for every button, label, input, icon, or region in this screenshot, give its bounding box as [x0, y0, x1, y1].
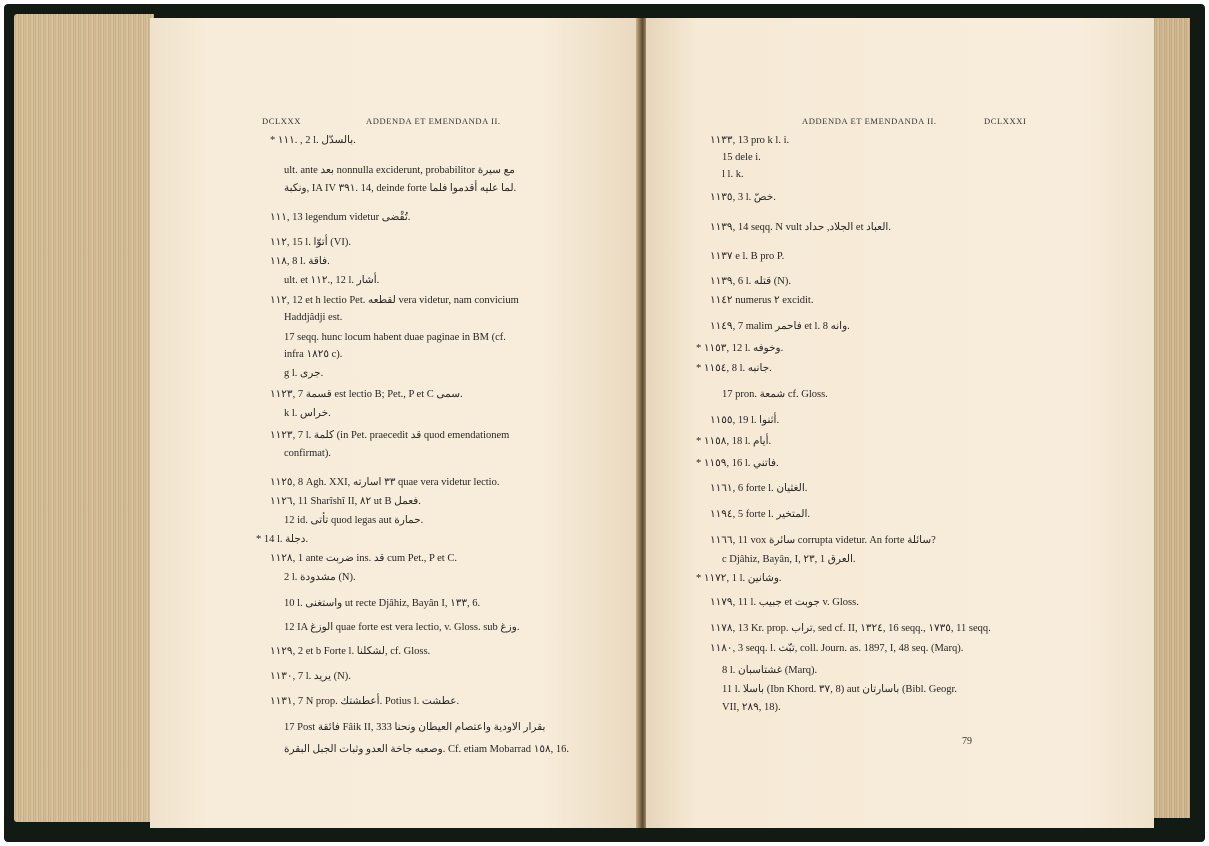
left-running-title: ADDENDA ET EMENDANDA II. [366, 116, 501, 126]
left-entry-5: ١١٢, 15 l. أتوّا (VI). [270, 237, 351, 248]
right-entry-10: * ١١٥٣, 12 l. وخوفه. [696, 343, 784, 354]
left-entry-27: ١١٣١, 7 N prop. أعطشتك. Potius l. عطشت. [270, 696, 460, 707]
right-page-edges [1150, 18, 1190, 818]
right-entry-24: 8 l. غشتاسبان (Marq). [722, 665, 818, 676]
left-entry-9: Haddjâdji est. [284, 312, 343, 323]
right-entry-14: * ١١٥٨, 18 l. أيام. [696, 436, 772, 447]
right-entry-1: ١١٣٣, 13 pro k l. i. [710, 135, 790, 146]
left-entry-14: k l. خراس. [284, 408, 331, 419]
left-entry-12: g l. جرى. [284, 368, 324, 379]
left-entry-24: 12 IA الوزغ quae forte est vera lectio, v. Gloss. sub وزغ. [284, 622, 520, 633]
right-entry-2: 15 dele i. [722, 152, 761, 163]
right-entry-18: ١١٦٦, 11 vox سائرة corrupta videtur. An forte سائلة? [710, 535, 936, 546]
left-page [150, 18, 638, 828]
right-entry-20: * ١١٧٢, 1 l. وشانين. [696, 573, 782, 584]
right-entry-22: ١١٧٨, 13 Kr. prop. تراب, sed cf. II, ١٣٢٤, 16 seqq., ١٧٣٥, 11 seqq. [710, 623, 991, 634]
right-entry-8: ١١٤٢ numerus ٢ excidit. [710, 295, 814, 306]
left-entry-20: * 14 l. دجلة. [256, 534, 309, 545]
right-entry-9: ١١٤٩, 7 malim فاحمر et l. 8 وانه. [710, 321, 850, 332]
left-entry-18: ١١٢٦, 11 Sharîshî II, ٨٢ ut B فعمل. [270, 496, 421, 507]
right-page-label: DCLXXXI [984, 116, 1027, 126]
page-number: 79 [962, 736, 972, 747]
right-entry-21: ١١٧٩, 11 l. جبيب et جوبت v. Gloss. [710, 597, 859, 608]
left-entry-13: ١١٢٣, 7 قسمة est lectio B; Pet., P et C سمى. [270, 389, 463, 400]
right-entry-15: * ١١٥٩, 16 l. فاتني. [696, 458, 779, 469]
left-entry-6: ١١٨, 8 l. فاقة. [270, 256, 330, 267]
left-entry-3: ونكبة, IA IV ٣٩١. 14, deinde forte لما عليه أقدموا فلما. [284, 183, 517, 194]
right-entry-7: ١١٣٩, 6 l. قتله (N). [710, 276, 791, 287]
left-entry-16: confirmat). [284, 448, 331, 459]
right-page [646, 18, 1154, 828]
right-entry-4: ١١٣٥, 3 l. خصّ. [710, 192, 776, 203]
right-entry-6: ١١٣٧ e l. B pro P. [710, 251, 785, 262]
right-entry-17: ١١٩٤, 5 forte l. المتخير. [710, 509, 811, 520]
left-entry-23: 10 l. واستغنى ut recte Djâhiz, Bayân I, ١٣٣, 6. [284, 598, 481, 609]
right-entry-19: c Djâhiz, Bayân, I, ٢٣, 1 العرق. [722, 554, 856, 565]
left-entry-29: وصعبه جاخة العدو وثبات الجبل البقرة. Cf. etiam Mobarrad ١٥٨, 16. [284, 744, 569, 755]
right-running-title: ADDENDA ET EMENDANDA II. [802, 116, 937, 126]
left-entry-4: ١١١, 13 legendum videtur تُقْضى. [270, 212, 411, 223]
left-page-edges [14, 14, 154, 822]
left-entry-1: * ١١١. , 2 l. بالسدّل. [270, 135, 356, 146]
right-entry-23: ١١٨٠, 3 seqq. l. تبّت, coll. Journ. as. 1897, I, 48 seq. (Marq). [710, 643, 964, 654]
left-entry-7: ult. et ١١٢., 12 l. أشار. [284, 275, 380, 286]
right-entry-26: VII, ٢٨٩, 18). [722, 702, 781, 713]
right-entry-5: ١١٣٩, 14 seqq. N vult الجلاد, حداد et العباد. [710, 222, 891, 233]
right-entry-25: 11 l. باسلا (Ibn Khord. ٣٧, 8) aut باسارتان (Bibl. Geogr. [722, 684, 958, 695]
left-entry-17: ١١٢٥, 8 Agh. XXI, ٣٣ اسارته quae vera videtur lectio. [270, 477, 500, 488]
left-entry-25: ١١٢٩, 2 et b Forte l. لشكلنا, cf. Gloss. [270, 646, 431, 657]
right-entry-3: l l. k. [722, 169, 744, 180]
right-entry-11: * ١١٥٤, 8 l. جانبه. [696, 363, 772, 374]
left-page-label: DCLXXX [262, 116, 302, 126]
right-entry-16: ١١٦١, 6 forte l. الغثيان. [710, 483, 808, 494]
right-entry-12: 17 pron. شمعة cf. Gloss. [722, 389, 828, 400]
left-entry-26: ١١٣٠, 7 l. يريد (N). [270, 671, 351, 682]
left-entry-11: infra ١٨٢٥ c). [284, 349, 343, 360]
left-entry-21: ١١٢٨, 1 ante ضربت ins. قد cum Pet., P et C. [270, 553, 457, 564]
right-entry-13: ١١٥٥, 19 l. أثنوا. [710, 415, 780, 426]
left-entry-2: ult. ante بعد nonnulla exciderunt, probabilitor مع سيرة [284, 165, 515, 176]
left-entry-15: ١١٢٣, 7 l. كلمة (in Pet. praecedit قد quod emendationem [270, 430, 510, 441]
left-entry-8: ١١٢, 12 et h lectio Pet. لقطعه vera videtur, nam convicium [270, 295, 519, 306]
left-entry-22: 2 l. مشدودة (N). [284, 572, 356, 583]
left-entry-28: 17 Post فائقة Fâik II, 333 بقرار الاودية واعتصام العيطان ونحنا [284, 722, 546, 733]
left-entry-10: 17 seqq. hunc locum habent duae paginae in BM (cf. [284, 332, 506, 343]
left-entry-19: 12 id. تأتى quod legas aut حمارة. [284, 515, 424, 526]
